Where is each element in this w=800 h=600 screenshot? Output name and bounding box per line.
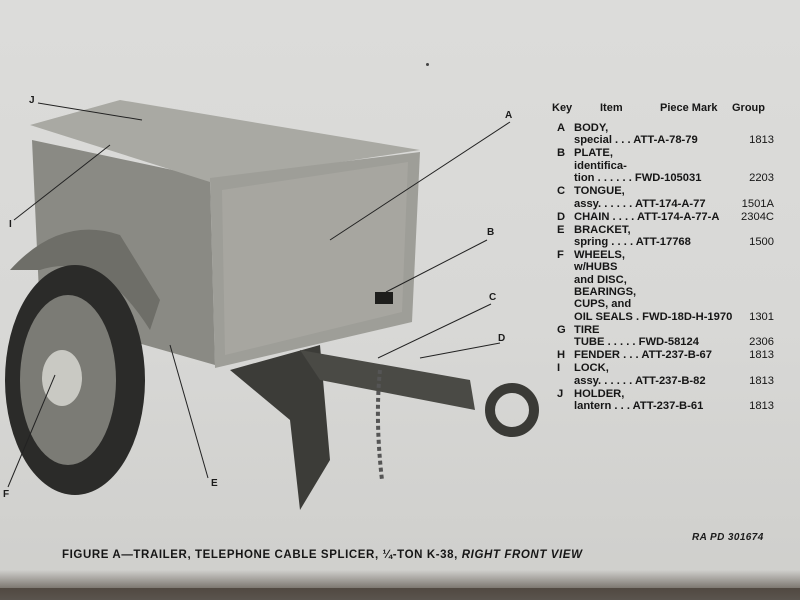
key-item-text: BODY, bbox=[574, 122, 609, 134]
callout-d: D bbox=[498, 333, 506, 344]
key-item-text: WHEELS, bbox=[574, 248, 625, 261]
key-entries bbox=[552, 122, 800, 412]
key-letter: A bbox=[557, 122, 566, 134]
key-entry-line bbox=[552, 274, 800, 286]
key-item-text: LOCK, bbox=[574, 362, 609, 375]
key-item-text: BRACKET, bbox=[574, 223, 631, 236]
key-item-text: w/HUBS bbox=[574, 261, 618, 274]
key-table-header bbox=[552, 100, 800, 122]
key-item-text: FENDER . . . ATT-237-B-67 bbox=[574, 349, 713, 362]
key-item-text: assy. . . . . . ATT-237-B-82 bbox=[574, 374, 706, 387]
key-group-number: 1501A bbox=[741, 197, 774, 210]
key-group-number: 1301 bbox=[749, 310, 774, 323]
key-item-text: special . . . ATT-A-78-79 bbox=[574, 134, 698, 147]
key-group-number: 1813 bbox=[749, 134, 774, 147]
key-letter: B bbox=[557, 147, 566, 160]
key-entry-line bbox=[552, 224, 800, 236]
key-item-text: TUBE . . . . . FWD-58124 bbox=[574, 336, 699, 349]
key-item-text: identifica- bbox=[574, 159, 627, 172]
key-entry-line bbox=[552, 160, 800, 172]
key-entry bbox=[552, 147, 800, 184]
header-group: Group bbox=[732, 102, 765, 114]
key-item-text: TONGUE, bbox=[574, 185, 625, 198]
caption-suffix: RIGHT FRONT VIEW bbox=[461, 549, 583, 561]
key-group-number: 2203 bbox=[749, 172, 774, 185]
key-letter: D bbox=[557, 210, 566, 223]
trailer-photo bbox=[0, 90, 545, 545]
key-entry-line bbox=[552, 249, 800, 261]
key-entry bbox=[552, 324, 800, 349]
header-item: Item bbox=[600, 102, 623, 114]
callout-i: I bbox=[9, 219, 12, 230]
key-entry-line bbox=[552, 349, 800, 361]
callout-c: C bbox=[489, 292, 497, 303]
key-entry-line bbox=[552, 388, 800, 400]
key-entry-line bbox=[552, 198, 800, 210]
callout-j: J bbox=[29, 95, 35, 106]
key-group-number: 1500 bbox=[749, 235, 774, 248]
key-entry bbox=[552, 362, 800, 387]
key-entry-line bbox=[552, 375, 800, 387]
key-item-text: HOLDER, bbox=[574, 387, 625, 400]
key-group-number: 1813 bbox=[749, 374, 774, 387]
key-entry bbox=[552, 185, 800, 210]
key-entry bbox=[552, 349, 800, 361]
key-entry-line bbox=[552, 172, 800, 184]
page-edge-shadow bbox=[0, 570, 800, 600]
key-letter: H bbox=[557, 349, 566, 362]
key-entry bbox=[552, 249, 800, 323]
key-letter: E bbox=[557, 223, 565, 236]
key-letter: I bbox=[557, 362, 561, 375]
key-entry-line bbox=[552, 311, 800, 323]
key-entry-line bbox=[552, 185, 800, 197]
key-entry bbox=[552, 122, 800, 147]
key-entry-line bbox=[552, 324, 800, 336]
key-entry bbox=[552, 224, 800, 249]
callout-f: F bbox=[3, 489, 10, 500]
callout-a: A bbox=[505, 110, 513, 121]
key-entry bbox=[552, 388, 800, 413]
key-item-text: OIL SEALS . FWD-18D-H-1970 bbox=[574, 310, 733, 323]
key-entry-line bbox=[552, 211, 800, 223]
key-entry-line bbox=[552, 134, 800, 146]
callout-b: B bbox=[487, 227, 495, 238]
key-item-text: CHAIN . . . . ATT-174-A-77-A bbox=[574, 210, 720, 223]
key-item-text: spring . . . . ATT-17768 bbox=[574, 235, 691, 248]
key-entry-line bbox=[552, 400, 800, 412]
key-item-text: PLATE, bbox=[574, 147, 613, 160]
header-key: Key bbox=[552, 102, 573, 114]
key-letter: C bbox=[557, 185, 566, 198]
speck bbox=[426, 63, 429, 66]
key-letter: F bbox=[557, 248, 564, 261]
callout-e: E bbox=[211, 478, 218, 489]
key-letter: G bbox=[557, 323, 566, 336]
key-item-text: TIRE bbox=[574, 323, 600, 336]
key-entry bbox=[552, 211, 800, 223]
key-item-text: lantern . . . ATT-237-B-61 bbox=[574, 399, 704, 412]
key-item-text: and DISC, bbox=[574, 273, 627, 286]
key-item-text: tion . . . . . . FWD-105031 bbox=[574, 172, 702, 185]
key-entry-line bbox=[552, 236, 800, 248]
caption-prefix: FIGURE A—TRAILER, TELEPHONE CABLE SPLICER, ¼-TON K-38, bbox=[62, 549, 458, 561]
key-group-number: 2306 bbox=[749, 336, 774, 349]
key-letter: J bbox=[557, 387, 564, 400]
figure-caption bbox=[62, 549, 583, 561]
key-entry-line bbox=[552, 298, 800, 310]
key-group-number: 1813 bbox=[749, 399, 774, 412]
key-entry-line bbox=[552, 286, 800, 298]
key-item-text: CUPS, and bbox=[574, 298, 632, 311]
key-entry-line bbox=[552, 362, 800, 374]
key-entry-line bbox=[552, 336, 800, 348]
key-entry-line bbox=[552, 147, 800, 159]
key-item-text: BEARINGS, bbox=[574, 286, 637, 299]
header-piece-mark: Piece Mark bbox=[660, 102, 718, 114]
key-entry-line bbox=[552, 122, 800, 134]
key-item-text: assy. . . . . . ATT-174-A-77 bbox=[574, 197, 706, 210]
key-entry-line bbox=[552, 261, 800, 273]
parts-key-table bbox=[552, 100, 800, 413]
key-group-number: 2304C bbox=[741, 210, 774, 223]
ra-pd-number: RA PD 301674 bbox=[692, 532, 764, 543]
key-group-number: 1813 bbox=[749, 349, 774, 362]
